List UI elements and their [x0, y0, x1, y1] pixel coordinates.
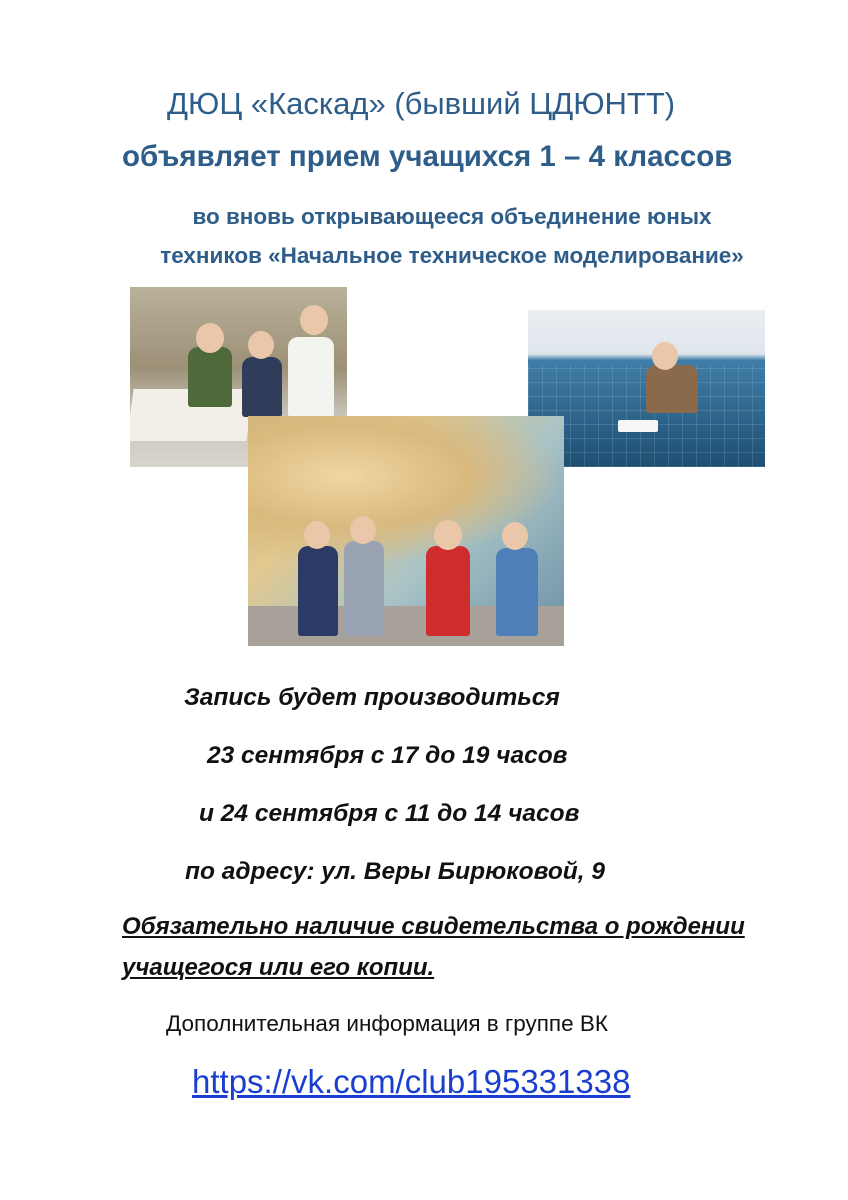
requirement-line-1: Обязательно наличие свидетельства о рождении — [122, 913, 745, 940]
vk-group-link[interactable]: https://vk.com/club195331338 — [192, 1063, 631, 1100]
registration-heading: Запись будет производиться — [184, 684, 560, 711]
subtitle-line-2: техников «Начальное техническое моделирование» — [160, 243, 744, 268]
subtitle-line-1: во вновь открывающееся объединение юных — [192, 204, 712, 229]
announcement-title: объявляет прием учащихся 1 – 4 классов — [122, 140, 733, 173]
registration-date-2: и 24 сентября с 11 до 14 часов — [199, 800, 580, 827]
registration-address: по адресу: ул. Веры Бирюковой, 9 — [185, 858, 605, 885]
photo-kids-with-planes — [248, 416, 564, 646]
additional-info: Дополнительная информация в группе ВК — [166, 1011, 608, 1036]
org-title: ДЮЦ «Каскад» (бывший ЦДЮНТТ) — [167, 86, 676, 121]
registration-date-1: 23 сентября с 17 до 19 часов — [207, 742, 568, 769]
requirement-line-2: учащегося или его копии. — [122, 954, 435, 981]
